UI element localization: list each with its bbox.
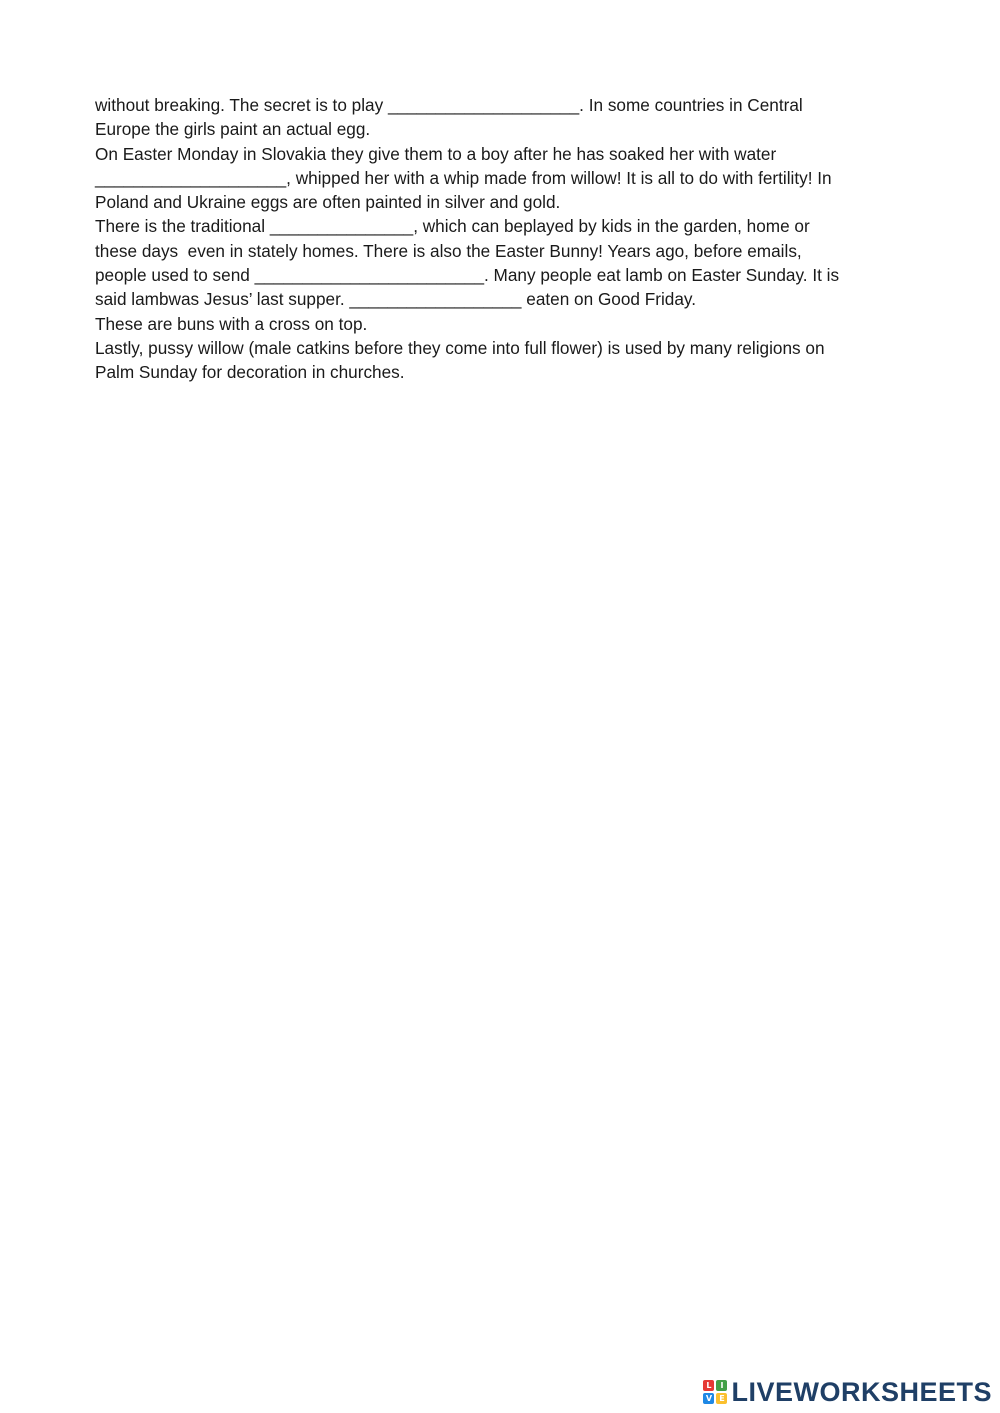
text-line: said lambwas Jesus’ last supper. __________________ eaten on Good Friday. [95,289,697,310]
text-line: ____________________, whipped her with a whip made from willow! It is all to do with fertility! In [95,167,832,188]
text-line: Poland and Ukraine eggs are often painted in silver and gold. [95,192,561,213]
text-line: There is the traditional _______________, which can beplayed by kids in the garden, home or [95,216,810,237]
logo-tile: L [703,1380,714,1391]
logo-wordmark: LIVEWORKSHEETS [731,1377,992,1407]
text-line: people used to send ________________________. Many people eat lamb on Easter Sunday. It is [95,265,840,286]
text-line: Lastly, pussy willow (male catkins before they come into full flower) is used by many religions on [95,337,825,358]
text-line: without breaking. The secret is to play ____________________. In some countries in Central [95,95,803,115]
logo-mark-icon [703,1380,727,1404]
text-line: On Easter Monday in Slovakia they give them to a boy after he has soaked her with water [95,143,777,164]
text-line: Europe the girls paint an actual egg. [95,119,371,140]
text-line: these days even in stately homes. There is also the Easter Bunny! Years ago, before emails, [95,240,802,261]
text-line: These are buns with a cross on top. [95,313,368,334]
text-line: Palm Sunday for decoration in churches. [95,362,405,383]
worksheet-text [95,93,905,385]
logo-tile: E [716,1393,727,1404]
liveworksheets-logo [703,1377,992,1407]
logo-tile: I [716,1380,727,1391]
logo-tile: V [703,1393,714,1404]
